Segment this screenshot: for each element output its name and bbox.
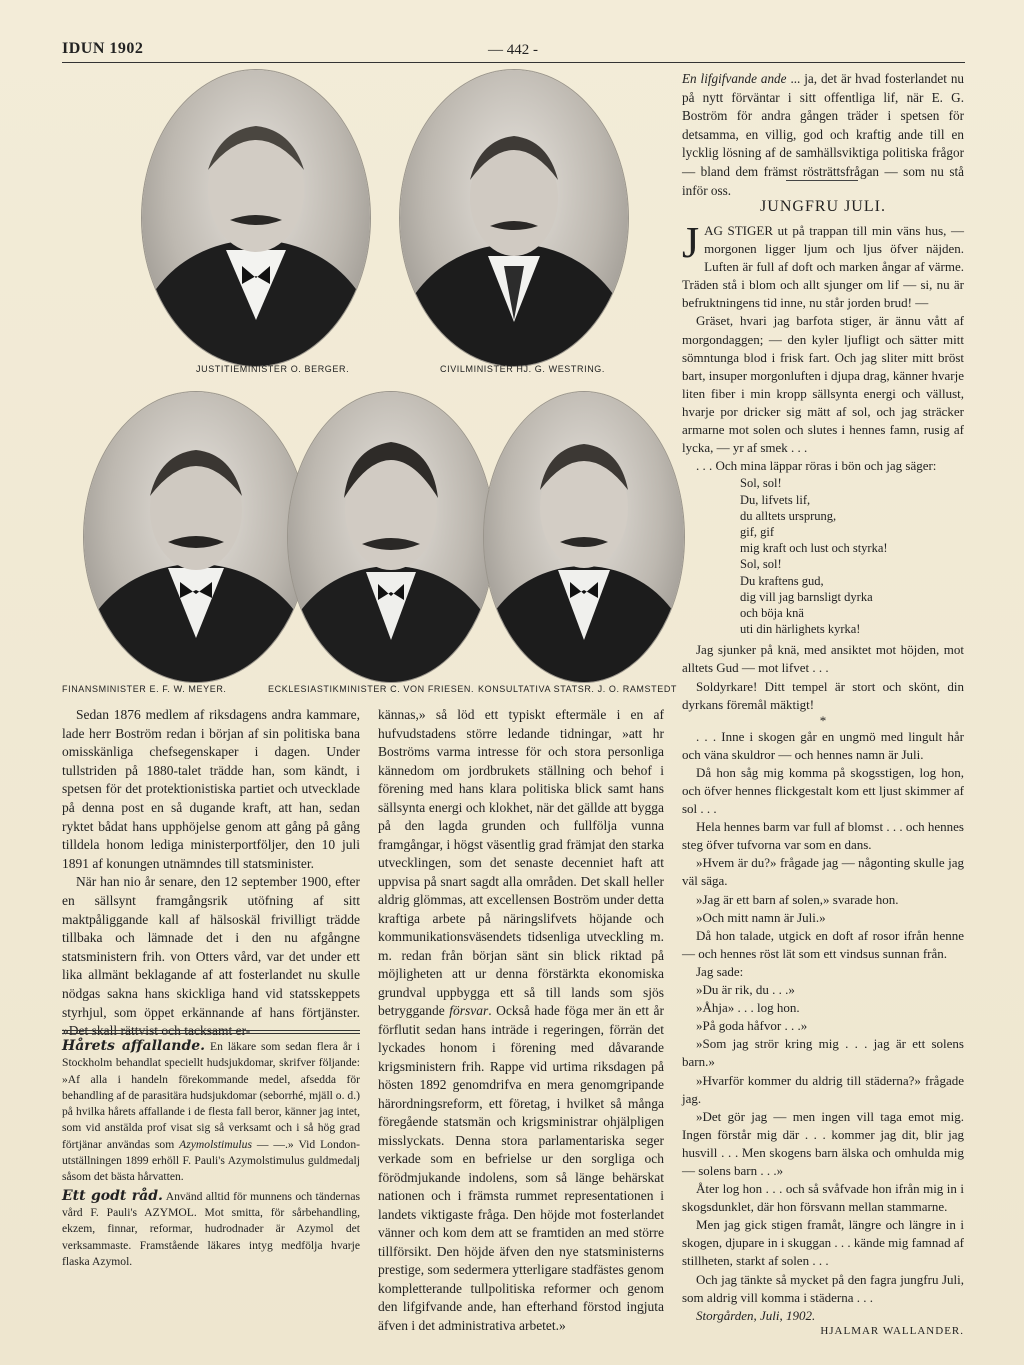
- portrait-westring: [400, 70, 628, 366]
- paragraph: Gräset, hvari jag barfota stiger, är ännu vått af morgondaggen; — den kyler ljufligt och sätter mitt sömntunga blod i frisk fart. Och jag sliter mitt bröst bart, insuper morgonluften i djupa drag, känner hvarje liten fiber i min kropp sällsynta energi och vällust, hvarje por dricker sig mätt af sol, och jag sträcker armarne mot solen och slutes i hennes famn, rusig af lycka, — yr af smek . . .: [682, 313, 964, 456]
- paragraph: Jag sjunker på knä, med ansiktet mot höjden, mot alltets Gud — mot lifvet . . .: [682, 642, 964, 676]
- paragraph: »Hvarför kommer du aldrig till städerna?» frågade jag.: [682, 1072, 964, 1106]
- paragraph: När han nio år senare, den 12 september 1900, efter en sällsynt framgångsrik utöfning af sitt maktpåliggande kall af hälsoskäl frivilligt trädde tillbaka och lämnade det i den nu afgångne statsministern frih. von Otters vård, var det under ett lika allmänt beklagande af att fosterlandet nu skulle nödgas sakna hans skickliga hand vid statsskeppets styrhjul, som öppet erkännande af hans förtjänster. »Det skall rättvist och tacksamt er-: [62, 874, 360, 1039]
- portrait-image: [142, 70, 370, 366]
- ad-text: Använd alltid för munnens och tändernas vård F. Pauli's AZYMOL. Mot smitta, för sårbehandling, ekzem, finnar, reformar, hudrodnader är Azymol det verksammaste. Framstående läkares intyg medfölja hvarje flaska Azymol.: [62, 1189, 360, 1268]
- caption-berger: JUSTITIEMINISTER O. BERGER.: [196, 364, 350, 374]
- verse-line: uti din härlighets kyrka!: [740, 622, 861, 637]
- left-article: [62, 706, 360, 1041]
- paragraph: Jag sade:: [696, 963, 744, 979]
- masthead: IDUN 1902: [62, 40, 144, 57]
- paragraph-end: . Också hade föga mer än ett år förflutit sedan hans inträde i regeringen, förrän det lyckades honom i förening med dåvarande krigsministern frih. Rappe vid urtima riksdagen på hösten 1892 genomdrifva en mera genomgripande härordningsreform, ett företag, i hvilket så många föregående statsmän och krigsministrar ohjälpligen misslyckats. Denna stora parlamentariska seger verkade som en befrielse ur den sorgliga och förödmjukande indolens, som så länge behärskat nationen och i främsta rummet representationen i landets viktigaste fråga. Den höjde mot fosterlandet vänner och kom dem att se framtiden an med större tillförsikt. Den höjde äfven den nye statsministerns prestige, som sedermera ytterligare stadfästes genom kompletterande tullpolitiska reformer och genom den lifgifvande ande, han efterhand förstod ingjuta äfven i det administrativa arbetet.»: [378, 1003, 665, 1333]
- page-number: — 442 -: [488, 42, 538, 58]
- first-rest: ut på trappan till min väns hus, — morgonen ligger ljum och ljus öfver näjden. Luften är full af doft och marken ångar af värme. Träden stå i blom och allt sjunger om lif — si, nu är befruktningens tid inne, nu står jorden brud! —: [682, 223, 965, 311]
- caption-von-friesen: ECKLESIASTIKMINISTER C. VON FRIESEN.: [268, 684, 475, 694]
- header-rule: [62, 62, 965, 63]
- paragraph: Hela hennes barm var full af blomst . . . och hennes steg öfver tufvorna var som en dans.: [682, 819, 964, 853]
- portrait-berger: [142, 70, 370, 366]
- verse-line: och böja knä: [740, 605, 804, 620]
- lead-text: ... ja, det är hvad fosterlandet nu på nytt förväntar i sitt offentliga lif, när E. G. Boström för andra gången träder i spetsen för detsamma, en villig, god och kraftig ande till en lycklig lösning af de samhällsviktiga politiska frågor — bland dem främst rösträttsfrågan — som nu stå inför oss.: [682, 71, 965, 198]
- paragraph: »Åhja» . . . log hon.: [696, 1000, 800, 1016]
- ad-italic: Azymolstimulus: [179, 1137, 252, 1151]
- paragraph: »På goda håfvor . . .»: [696, 1018, 808, 1034]
- ad-divider: [62, 1030, 360, 1034]
- ad-title: Ett godt råd.: [62, 1187, 163, 1204]
- jungfru-juli-article: [682, 218, 965, 1337]
- portrait-image: [84, 392, 308, 682]
- drop-cap: J: [682, 218, 700, 267]
- paragraph: »Jag är ett barn af solen,» svarade hon.: [696, 891, 899, 907]
- verse-line: du alltets ursprung,: [740, 508, 837, 523]
- paragraph: kännas,» så löd ett typiskt eftermäle i en af hufvudstadens större ledande tidningar, »att hr Boströms varma intresse för och stora personliga kännedom om jordbrukets ställning och behof i förening med hans klara politiska blick samt hans sällsynta energi och klokhet, när det gällde att bygga på den lagda grunden och fullfölja vunna framgångar, i högst väsentlig grad främjat den starka utvecklingen, som det senaste decenniet haft att uppvisa på snart sagdt alla områden. Det skall heller aldrig glömmas, att excellensen Boström under detta kraftiga arbete på näringslifvets höjande och kommunikationsväsendets tidsenliga utveckling m. m. redan från början sänt sin blick riktad på möjligheten att ur denna förstärkta ekonomiska grundval uppbygga ett så till lands som sjös betryggande: [378, 707, 664, 1018]
- star-divider: *: [819, 712, 827, 728]
- portrait-image: [484, 392, 684, 682]
- ad-text: En läkare som sedan flera år i Stockholm behandlat speciellt hudsjukdomar, skrifver följande: »Af alla i handeln förekommande medel, afsedda för behandling af de parasitära hudsjukdomar (seborrhé, mjäll o. d.) på hvilka hårets affallande i de flesta fall beror, känner jag intet, som vid anstälda prof visat sig så verksamt och i så hög grad förtjänar användas som: [62, 1040, 361, 1151]
- verse-line: Du kraftens gud,: [740, 573, 824, 588]
- paragraph: »Och mitt namn är Juli.»: [696, 909, 826, 925]
- caption-meyer: FINANSMINISTER E. F. W. MEYER.: [62, 684, 227, 694]
- portrait-image: [400, 70, 628, 366]
- paragraph: . . . Och mina läppar röras i bön och jag säger:: [696, 458, 937, 474]
- paragraph: »Du är rik, du . . .»: [696, 982, 795, 998]
- ad-text-end: — —.» Vid London-utställningen 1899 erhöll F. Pauli's Azymolstimulus guldmedalj såsom det bästa hårvatten.: [62, 1137, 360, 1184]
- article-title: JUNGFRU JULI.: [760, 198, 886, 215]
- portrait-ramstedt: [484, 392, 684, 682]
- paragraph: Soldyrkare! Ditt tempel är stort och skönt, din dyrkans föremål mäktigt!: [682, 678, 964, 712]
- lead-italic: En lifgifvande ande: [682, 71, 787, 86]
- paragraph: Då hon talade, utgick en doft af rosor ifrån henne — och hennes röst lät som ett vindsus sunnan från.: [682, 927, 964, 961]
- paragraph: Då hon såg mig komma på skogsstigen, log hon, och öfver hennes flickgestalt kom ett ljust skimmer af sol . . .: [682, 764, 964, 817]
- paragraph: Men jag gick stigen framåt, längre och längre in i skogen, djupare in i skuggan . . . kände mig famnad af stillheten, starkt af solen . . .: [682, 1217, 964, 1269]
- paragraph: »Hvem är du?» frågade jag — någonting skulle jag väl säga.: [682, 855, 964, 889]
- place-date: Storgården, Juli, 1902.: [696, 1307, 816, 1323]
- verse-line: mig kraft och lust och styrka!: [740, 541, 888, 556]
- paragraph: Sedan 1876 medlem af riksdagens andra kammare, lade herr Boström redan i början af sin politiska bana omisskänliga chefsegenskaper i dagen. Under tullstriden på 1880-talet trädde han, som kändt, i spetsen för det protektionistiska partiet och utvecklade på denna post en så dugande kraft, att han, sedan ryktet bådat hans upphöjelse genom att gång på gång tilldela honom lediga ministerportföljer, den 10 juli 1891 af konungen utnämndes till statsminister.: [62, 707, 360, 871]
- paragraph: »Det gör jag — men ingen vill taga emot mig. Ingen förstår mig där . . . kommer jag dit, blir jag husvill . . . Men skogens barn älska och omhulda mig — solens barn . . .»: [682, 1108, 964, 1178]
- portrait-von-friesen: [288, 392, 494, 682]
- paragraph: Och jag tänkte så mycket på den fagra jungfru Juli, som aldrig vill komma i städerna . . .: [682, 1271, 964, 1305]
- verse-line: Sol, sol!: [740, 557, 782, 572]
- song-verse: [740, 475, 964, 637]
- verse-line: Du, lifvets lif,: [740, 492, 811, 507]
- italic-word: försvar: [449, 1003, 489, 1018]
- middle-article: [378, 706, 664, 1335]
- first-caps: AG STIGER: [704, 223, 774, 238]
- paragraph: Åter log hon . . . och så svåfvade hon ifrån mig in i skogsdunklet, där hon försvann mellan stammarne.: [682, 1181, 964, 1215]
- verse-line: dig vill jag barnsligt dyrka: [740, 589, 873, 604]
- portrait-meyer: [84, 392, 308, 682]
- caption-westring: CIVILMINISTER HJ. G. WESTRING.: [440, 364, 606, 374]
- caption-ramstedt: KONSULTATIVA STATSR. J. O. RAMSTEDT: [478, 684, 678, 694]
- signature: HJALMAR WALLANDER.: [820, 1324, 964, 1337]
- portrait-image: [288, 392, 494, 682]
- paragraph: . . . Inne i skogen går en ungmö med lingult hår och väna skuldror — och hennes namn är Juli.: [682, 728, 964, 762]
- verse-line: Sol, sol!: [740, 476, 782, 491]
- paragraph: »Som jag strör kring mig . . . jag är ett solens barn.»: [682, 1036, 964, 1070]
- advertisements: [62, 1038, 360, 1270]
- section-divider: [786, 180, 858, 181]
- verse-line: gif, gif: [740, 524, 775, 539]
- ad-title: Hårets affallande.: [62, 1038, 206, 1054]
